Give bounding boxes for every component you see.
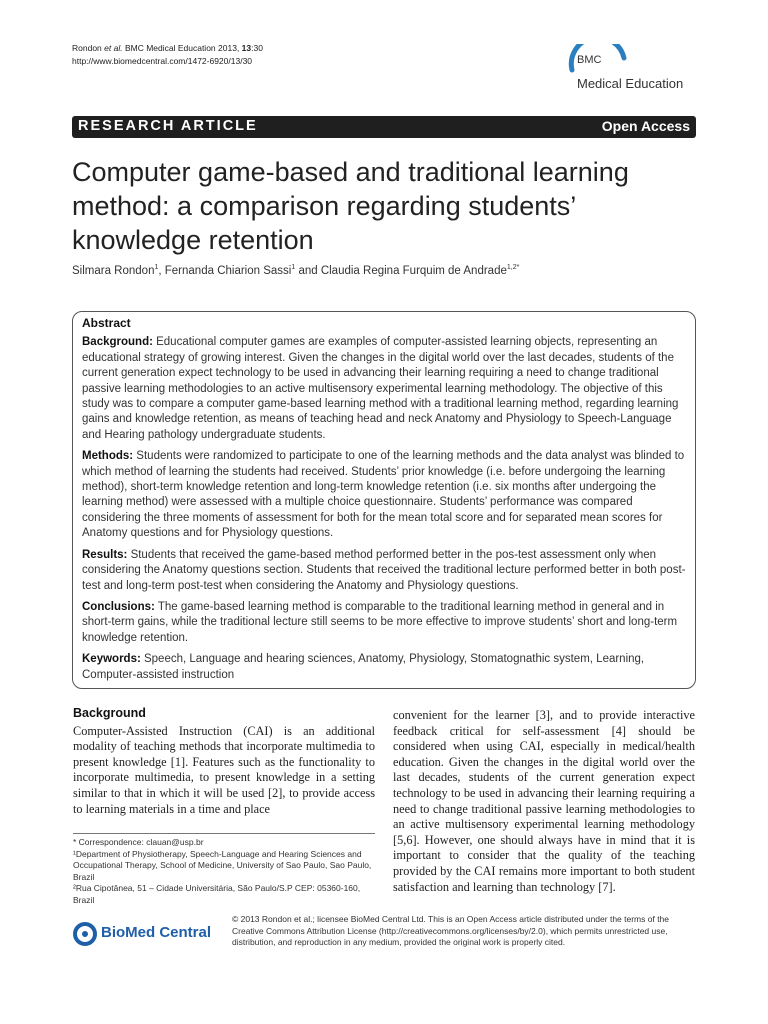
license-text: © 2013 Rondon et al.; licensee BioMed Central Ltd. This is an Open Access article distributed under the terms of the Creative Commons Attribution License (http://creativecommons.org/licenses/by/2.0), which permits unrestricted use, distribution, and reproduction in any medium, provided the original work is properly cited. — [232, 914, 670, 947]
author-list — [72, 264, 692, 277]
affiliation-2: ²Rua Cipotânea, 51 – Cidade Universitária, São Paulo/S.P CEP: 05360-160, Brazil — [73, 883, 361, 905]
abstract-keywords: Keywords: Speech, Language and hearing sciences, Anatomy, Physiology, Stomatognathic system, Learning, Computer-assisted instruction — [82, 653, 645, 681]
citation-line-1: Rondon et al. BMC Medical Education 2013, 13:30 — [72, 43, 263, 53]
abstract-methods: Methods: Students were randomized to participate to one of the learning methods and the data analyst was blinded to which method of learning the students had received. Students’ prior knowledge (i.e. before undergoing the learning method), short-term knowledge retention and long-term knowledge retention (i.e. six months after undergoing the learning method) were assessed with a multiple choice questionnaire. Students’ performance was compared considering the three moments of assessment for both for the mean total score and for separated mean scores for Anatomy questions and for Physiology questions. — [82, 450, 685, 540]
abstract-conclusions: Conclusions: The game-based learning method is comparable to the traditional learning method in general and in short-term gains, while the traditional lecture still seems to be more effective to improve students’ short and long-term knowledge retention. — [82, 600, 678, 644]
biomed-central-logo — [72, 920, 232, 950]
bmc-medical-education-logo — [568, 44, 698, 100]
abstract-background: Background: Educational computer games are examples of computer-assisted learning objects, representing an educational strategy of growing interest. Given the changes in the digital world over the last decades, students of the current generation expect technology to be used in advancing their learning requiring a need to change traditional passive learning methodologies to an active multisensory experimental learning methodology. The objective of this study was to compare a computer game-based learning method with a traditional learning method, regarding learning gains and knowledge retention, as means of teaching head and neck Anatomy and Physiology to Speech-Language and Hearing pathology undergraduate students. — [82, 336, 679, 441]
article-title: Computer game-based and traditional learning method: a comparison regarding students’ knowledge retention — [72, 157, 629, 255]
logo-journal-text: Medical Education — [577, 76, 684, 91]
author-1: Silmara Rondon — [72, 264, 155, 277]
correspondence-note: * Correspondence: clauan@usp.br — [73, 837, 204, 847]
abstract — [82, 316, 686, 689]
biomed-circle-icon — [72, 921, 98, 947]
author-1-affil: 1 — [154, 264, 159, 271]
body-column-1 — [73, 706, 375, 817]
affiliation-1: ¹Department of Physiotherapy, Speech-Language and Hearing Sciences and Occupational Therapy, School of Medicine, University of Sao Paulo, Sao Paulo, Brazil — [73, 848, 372, 882]
citation-url[interactable]: http://www.biomedcentral.com/1472-6920/13/30 — [72, 56, 253, 66]
author-2: , Fernanda Chiarion Sassi — [158, 264, 292, 277]
footnotes — [73, 837, 378, 906]
open-access-label: Open Access — [601, 118, 690, 134]
author-3-affil: 1,2* — [506, 264, 520, 271]
body-paragraph-1: Computer-Assisted Instruction (CAI) is an additional modality of teaching methods that incorporate multimedia to present knowledge [1]. Features such as the functionality to incorporate multimedia, to present knowledge in a setting similar to that in which it will be used [2], to provide access to learning materials in a time and place — [73, 723, 375, 816]
body-column-2 — [393, 708, 695, 895]
footnote-divider — [73, 833, 375, 834]
background-heading: Background — [73, 706, 146, 720]
abstract-heading: Abstract — [82, 316, 131, 330]
abstract-results: Results: Students that received the game-based method performed better in the pos-test assessment only when considering the Anatomy questions section. Students that received the traditional lecture performed better in both post-test and long-term post-test when considering the Anatomy and Physiology questions. — [82, 548, 686, 592]
author-2-affil: 1 — [291, 264, 296, 271]
logo-bmc-text: BMC — [577, 54, 602, 66]
author-3: and Claudia Regina Furquim de Andrade — [295, 264, 507, 277]
biomed-logo-text: BioMed Central — [101, 924, 212, 941]
research-article-label: RESEARCH ARTICLE — [78, 118, 258, 134]
article-type-banner — [72, 116, 696, 138]
body-paragraph-2: convenient for the learner [3], and to provide interactive feedback critical for self-assessment [4] should be considered when using CAI, especially in medical/health education. Given the changes in the digital world over the last decades, students of the current generation expect technology to be used in advancing their learning requiring a need to change traditional passive learning methodologies to an active multisensory experimental learning methodology [5,6]. However, one should always have in mind that it is important to consider that the quality of the teaching provided by the CAI remains more important to both student satisfaction and learning than technology [7]. — [393, 708, 695, 894]
